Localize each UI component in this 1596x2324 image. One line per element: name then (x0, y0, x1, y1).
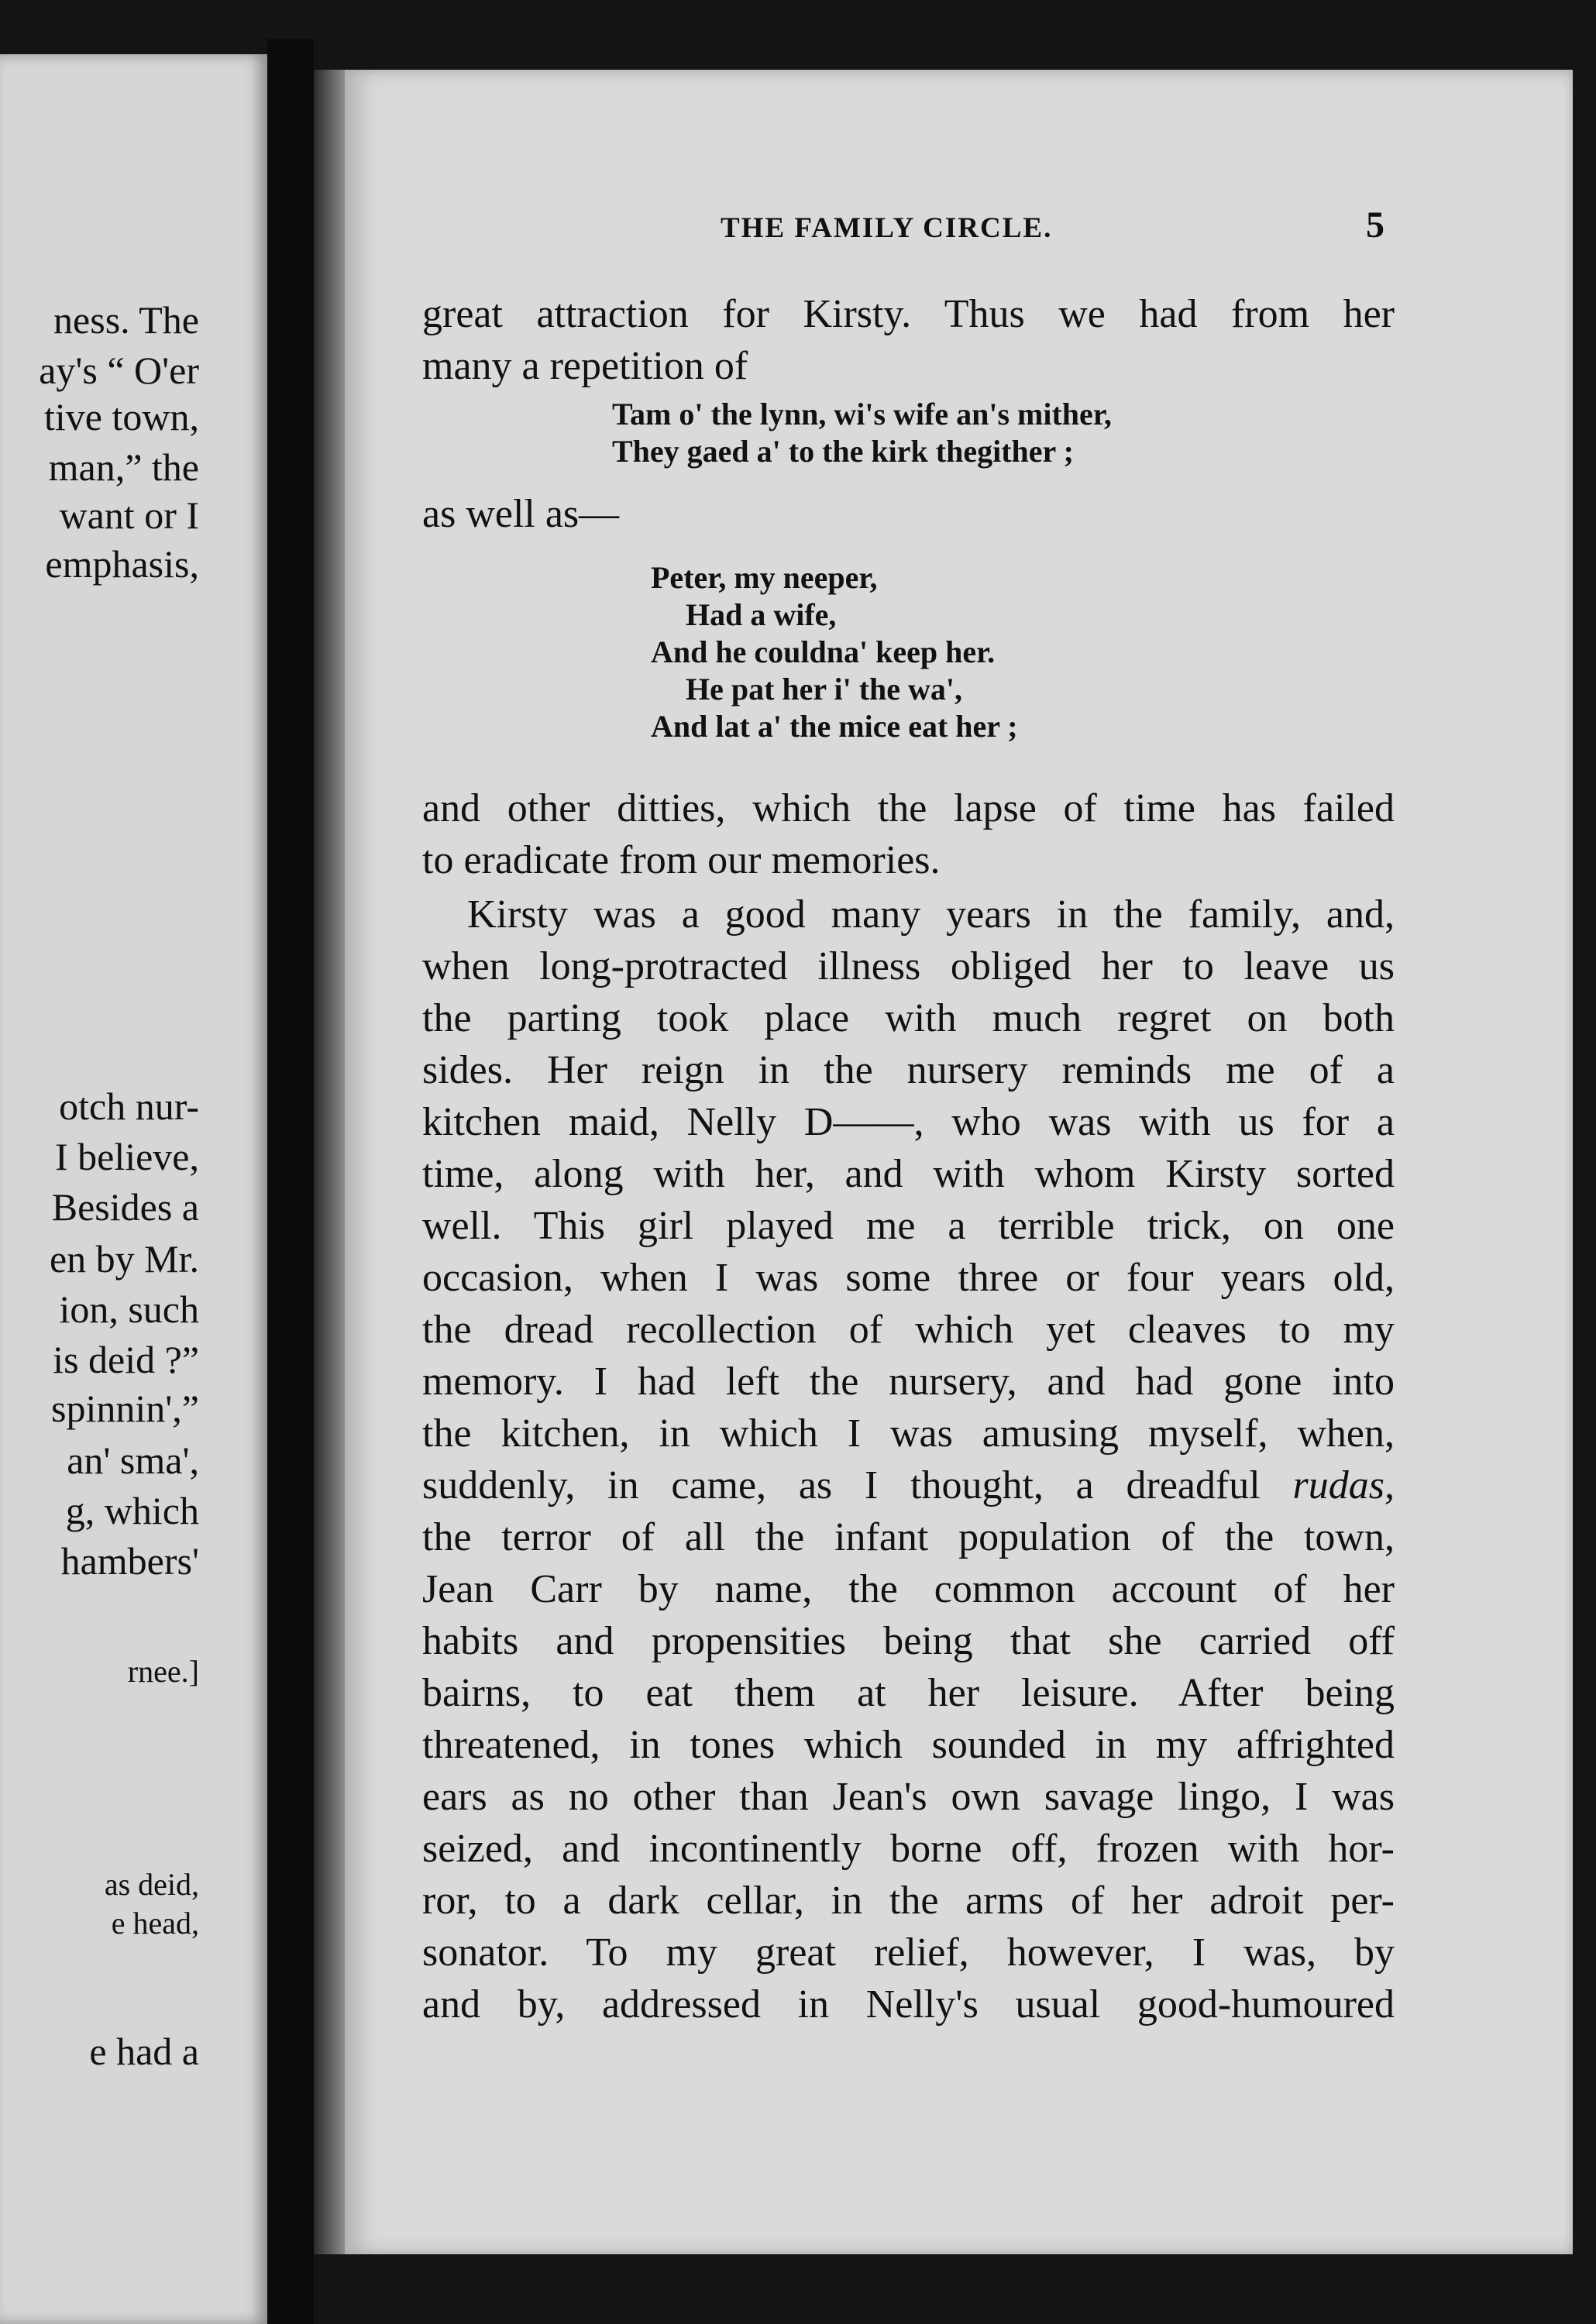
text-line: the parting took place with much regret on both (422, 996, 1395, 1040)
left-fragment-line: g, which (65, 1489, 199, 1532)
text-line: and by, addressed in Nelly's usual good-humoured (422, 1982, 1395, 2027)
left-fragment-line: e head, (111, 1906, 199, 1941)
text-line: as well as— (422, 492, 620, 536)
italic-word: rudas, (1292, 1463, 1395, 1508)
text-line: kitchen maid, Nelly D——, who was with us for a (422, 1100, 1395, 1144)
text-line: the kitchen, in which I was amusing myself, when, (422, 1411, 1395, 1456)
text-line: ror, to a dark cellar, in the arms of her adroit per- (422, 1879, 1395, 1923)
left-fragment-line: want or I (59, 493, 199, 537)
text-line: the dread recollection of which yet cleaves to my (422, 1308, 1395, 1352)
left-fragment-line: Besides a (51, 1185, 199, 1229)
paragraph-2 (422, 782, 1395, 886)
verse-peter-my-neeper (651, 559, 1018, 745)
left-fragment-line: ion, such (59, 1287, 199, 1331)
text-line: threatened, in tones which sounded in my affrighted (422, 1723, 1395, 1767)
text-line: sonator. To my great relief, however, I was, by (422, 1930, 1395, 1975)
text-line: Kirsty was a good many years in the family, and, (467, 892, 1395, 937)
text-line: to eradicate from our memories. (422, 838, 941, 882)
verse-line: And lat a' the mice eat her ; (651, 709, 1018, 744)
left-fragment-line: rnee.] (127, 1654, 199, 1689)
paragraph-3 (422, 889, 1395, 2030)
left-fragment-line: ay's “ O'er (39, 349, 199, 392)
verse-line: Had a wife, (686, 597, 837, 632)
text-line: bairns, to eat them at her leisure. After being (422, 1671, 1395, 1715)
verse-line: Tam o' the lynn, wi's wife an's mither, (612, 397, 1112, 431)
text-line: habits and propensities being that she carried off (422, 1619, 1395, 1663)
text-line: the terror of all the infant population of the town, (422, 1515, 1395, 1559)
page-number: 5 (1366, 205, 1384, 246)
text-line-with-italic (422, 1459, 1395, 1511)
text-line: seized, and incontinently borne off, frozen with hor- (422, 1827, 1395, 1871)
left-fragment-line: tive town, (44, 395, 199, 438)
text-line: sides. Her reign in the nursery reminds me of a (422, 1048, 1395, 1092)
text-line: and other ditties, which the lapse of time has failed (422, 786, 1395, 830)
verse-line: Peter, my neeper, (651, 560, 878, 595)
gutter-shadow (314, 70, 345, 2254)
text-line: when long-protracted illness obliged her to leave us (422, 944, 1395, 988)
verse-line: He pat her i' the wa', (686, 672, 963, 706)
paragraph-1 (422, 288, 1395, 392)
left-fragment-line: hambers' (60, 1539, 199, 1583)
left-fragment-line: man,” the (48, 445, 199, 489)
text-segment: suddenly, in came, as I thought, a dreadful (422, 1463, 1261, 1508)
left-fragment-line: en by Mr. (49, 1237, 199, 1281)
left-fragment-line: emphasis, (45, 542, 199, 586)
text-line: ears as no other than Jean's own savage lingo, I was (422, 1775, 1395, 1819)
text-line: Jean Carr by name, the common account of her (422, 1567, 1395, 1611)
left-fragment-line: as deid, (104, 1867, 199, 1902)
left-fragment-line: otch nur- (59, 1085, 199, 1128)
transition-line (422, 488, 1395, 540)
left-fragment-line: an' sma', (67, 1439, 199, 1482)
left-fragment-line: I believe, (54, 1135, 199, 1178)
book-page (345, 70, 1573, 2254)
previous-page-fragment (0, 54, 267, 2324)
verse-tam-o-the-lynn (612, 396, 1112, 470)
verse-line: And he couldna' keep her. (651, 634, 996, 669)
verse-line: They gaed a' to the kirk thegither ; (612, 434, 1074, 469)
left-fragment-line: e had a (89, 2030, 199, 2073)
text-line: many a repetition of (422, 344, 748, 388)
text-line: time, along with her, and with whom Kirsty sorted (422, 1152, 1395, 1196)
text-line: great attraction for Kirsty. Thus we had from her (422, 292, 1395, 336)
left-fragment-line: is deid ?” (53, 1338, 199, 1381)
running-title: THE FAMILY CIRCLE. (721, 212, 1053, 244)
text-line: well. This girl played me a terrible trick, on one (422, 1204, 1395, 1248)
left-fragment-line: spinnin',” (51, 1387, 199, 1430)
book-spine (267, 39, 314, 2324)
left-fragment-line: ness. The (53, 298, 199, 342)
text-line: memory. I had left the nursery, and had gone into (422, 1360, 1395, 1404)
text-line: occasion, when I was some three or four years old, (422, 1256, 1395, 1300)
